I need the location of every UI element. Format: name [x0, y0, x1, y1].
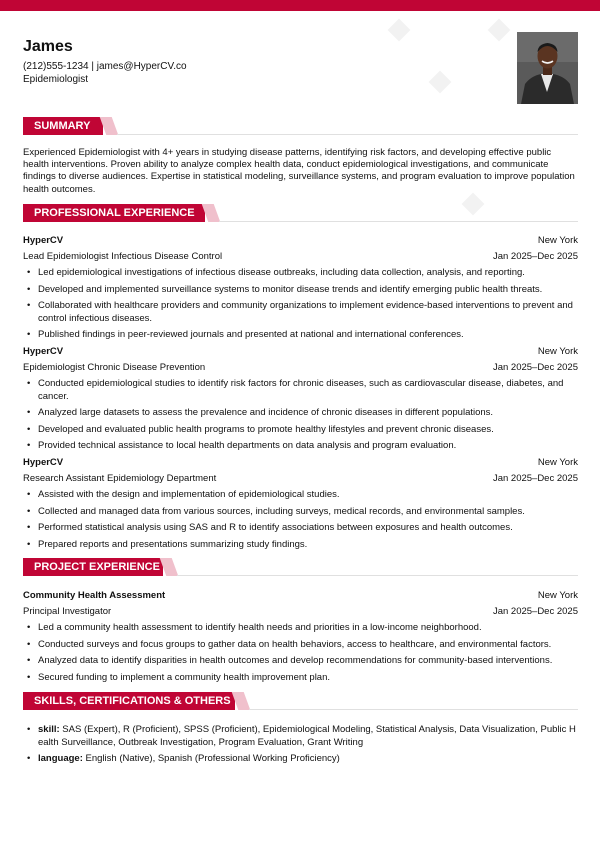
skill-key: skill:: [38, 724, 60, 735]
job-title: Lead Epidemiologist Infectious Disease Control: [23, 251, 223, 262]
job-dates: Jan 2025–Dec 2025: [492, 251, 578, 262]
job-title-row: [23, 472, 578, 485]
job-header-row: [23, 345, 578, 358]
language-value: English (Native), Spanish (Professional Working Proficiency): [85, 753, 340, 764]
top-accent-bar: [0, 0, 600, 11]
section-divider: [177, 575, 578, 576]
bullet-item: • Led a community health assessment to identify health needs and priorities in a low-income neighborhood.: [23, 622, 578, 635]
bullet-item: • Performed statistical analysis using SAS and R to identify associations between exposures and health outcomes.: [23, 522, 578, 535]
project-location: New York: [537, 590, 578, 601]
company-name: HyperCV: [23, 235, 64, 246]
bullet-item: • Published findings in peer-reviewed journals and presented at national and international conferences.: [23, 329, 578, 342]
bullet-item: • Analyzed large datasets to assess the prevalence and incidence of chronic diseases in different populations.: [23, 407, 578, 420]
job-bullets: [23, 267, 578, 346]
language-key: language:: [38, 753, 83, 764]
section-title: SKILLS, CERTIFICATIONS & OTHERS: [23, 692, 235, 710]
section-title: PROJECT EXPERIENCE: [23, 558, 163, 576]
skills-list: [23, 724, 578, 770]
job-bullets: [23, 489, 578, 555]
bullet-item: • Secured funding to implement a community health improvement plan.: [23, 672, 578, 685]
job-title-row: [23, 250, 578, 263]
summary-section-header: [23, 117, 578, 135]
bullet-item: • Provided technical assistance to local health departments on data analysis and program evaluation.: [23, 440, 578, 453]
job-header-row: [23, 234, 578, 247]
section-divider: [249, 709, 578, 710]
language-item: [23, 753, 578, 766]
job-location: New York: [537, 457, 578, 468]
decor-diamond: [429, 71, 452, 94]
project-dates: Jan 2025–Dec 2025: [492, 606, 578, 617]
skills-section-header: [23, 692, 578, 710]
job-location: New York: [537, 346, 578, 357]
profile-photo: [517, 32, 578, 104]
project-bullets: [23, 622, 578, 688]
experience-section-header: [23, 204, 578, 222]
bullet-item: • Prepared reports and presentations summarizing study findings.: [23, 539, 578, 552]
summary-text: Experienced Epidemiologist with 4+ years in studying disease patterns, identifying risk factors, and developing effective public health interventions. Proven ability to analyze complex health data, conduct epidemiological investigations, and communicate findings to diverse audiences. Expertise in statistical modeling, surveillance systems, and program evaluation to improve population health outcomes.: [23, 147, 575, 195]
skill-item: [23, 724, 578, 749]
job-role: Epidemiologist: [23, 74, 89, 85]
job-title-row: [23, 361, 578, 374]
decor-diamond: [388, 19, 411, 42]
job-bullets: [23, 378, 578, 457]
bullet-item: • Analyzed data to identify disparities in health outcomes and develop recommendations for community-based interventions.: [23, 655, 578, 668]
company-name: HyperCV: [23, 457, 64, 468]
project-role-row: [23, 605, 578, 618]
bullet-item: • Assisted with the design and implementation of epidemiological studies.: [23, 489, 578, 502]
bullet-item: • Conducted surveys and focus groups to gather data on health behaviors, access to healthcare, and environmental factors.: [23, 639, 578, 652]
section-title: PROFESSIONAL EXPERIENCE: [23, 204, 205, 222]
bullet-item: • Conducted epidemiological studies to identify risk factors for chronic diseases, such as cardiovascular disease, diabetes, and cancer.: [23, 378, 578, 403]
section-divider: [117, 134, 578, 135]
company-name: HyperCV: [23, 346, 64, 357]
job-title: Epidemiologist Chronic Disease Prevention: [23, 362, 206, 373]
section-title: SUMMARY: [23, 117, 103, 135]
job-title: Research Assistant Epidemiology Department: [23, 473, 217, 484]
skill-value: SAS (Expert), R (Proficient), SPSS (Proficient), Epidemiological Modeling, Statistical Analysis, Data Visualization, Public H ealth Surveillance, Outbreak Investigation, Program Evaluation, Grant Writing: [38, 724, 576, 748]
section-divider: [219, 221, 578, 222]
project-role: Principal Investigator: [23, 606, 112, 617]
project-header-row: [23, 589, 578, 602]
bullet-item: • Developed and evaluated public health programs to promote healthy lifestyles and prevent chronic diseases.: [23, 424, 578, 437]
decor-diamond: [488, 19, 511, 42]
bullet-item: • Collaborated with healthcare providers and community organizations to implement evidence-based interventions to prevent and control infectious diseases.: [23, 300, 578, 325]
bullet-item: • Collected and managed data from various sources, including surveys, medical records, and environmental samples.: [23, 506, 578, 519]
job-header-row: [23, 456, 578, 469]
bullet-item: • Led epidemiological investigations of infectious disease outbreaks, including data collection, analysis, and reporting.: [23, 267, 578, 280]
project-name: Community Health Assessment: [23, 590, 166, 601]
job-dates: Jan 2025–Dec 2025: [492, 473, 578, 484]
project-section-header: [23, 558, 578, 576]
candidate-name: James: [23, 38, 73, 55]
job-location: New York: [537, 235, 578, 246]
bullet-item: • Developed and implemented surveillance systems to monitor disease trends and identify emerging public health threats.: [23, 284, 578, 297]
job-dates: Jan 2025–Dec 2025: [492, 362, 578, 373]
contact-line: (212)555-1234 | james@HyperCV.co: [23, 61, 187, 72]
